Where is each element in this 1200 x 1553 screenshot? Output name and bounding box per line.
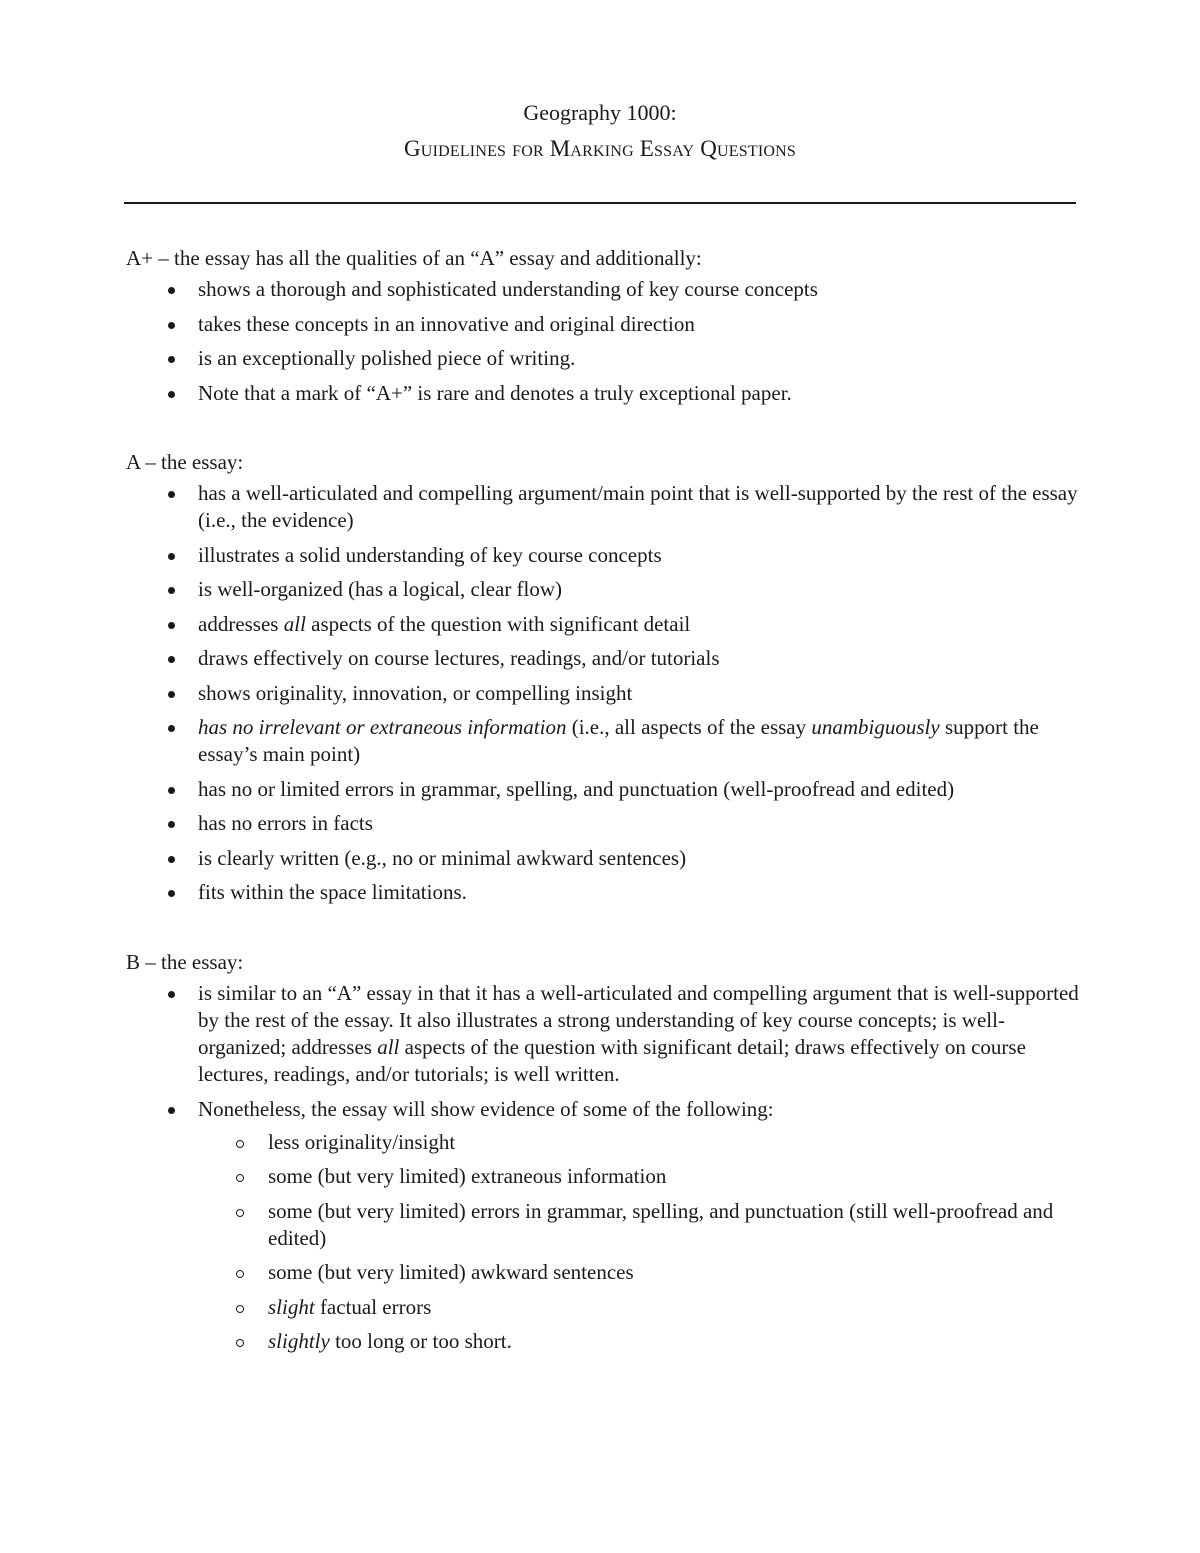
section-heading: B – the essay: [126,950,244,974]
list-item-text: has a well-articulated and compelling argument/main point that is well-supported by the rest of the essay (i.e., the evidence) [198,481,1078,532]
list-item: addresses all aspects of the question with significant detail [126,611,1086,638]
hollow-bullet-icon [236,1140,244,1148]
list-item-text: has no or limited errors in grammar, spelling, and punctuation (well-proofread and edited) [198,776,955,801]
bullet-icon [168,287,175,294]
bullet-list [126,276,1086,407]
hollow-bullet-icon [236,1209,244,1217]
list-item [126,576,1086,603]
document-title: Geography 1000: [523,100,677,125]
list-item [126,645,1086,672]
section-heading: A+ – the essay has all the qualities of an “A” essay and additionally: [126,246,702,270]
bullet-icon [168,622,175,629]
list-item [126,776,1086,803]
sub-list [198,1129,1086,1356]
bullet-icon [168,553,175,560]
list-item-text: draws effectively on course lectures, readings, and/or tutorials [198,646,720,670]
bullet-icon [168,725,175,732]
list-item-text: illustrates a solid understanding of key course concepts [198,542,662,567]
bullet-icon [168,691,175,698]
emphasis-text: has no irrelevant or extraneous information [198,715,567,739]
bullet-icon [168,491,175,498]
list-item-text: has no errors in facts [198,811,373,835]
list-item [126,480,1086,534]
section-a [126,448,1086,914]
sub-list-item: slight factual errors [198,1294,1086,1321]
list-item-text: is clearly written (e.g., no or minimal awkward sentences) [198,845,687,870]
hollow-bullet-icon [236,1270,244,1278]
title-divider [124,202,1076,204]
hollow-bullet-icon [236,1305,244,1313]
bullet-icon [168,821,175,828]
bullet-icon [168,991,175,998]
bullet-icon [168,856,175,863]
list-item [126,845,1086,872]
list-item [126,542,1086,569]
section-b [126,948,1086,1363]
bullet-icon [168,656,175,663]
document-subtitle: Guidelines for Marking Essay Questions [404,136,796,161]
list-item [126,1096,1086,1356]
sub-list-item: some (but very limited) extraneous information [198,1163,1086,1190]
list-item [126,276,1086,303]
bullet-icon [168,356,175,363]
list-item-text: is an exceptionally polished piece of writing. [198,346,576,370]
sub-list-item: some (but very limited) errors in grammar, spelling, and punctuation (still well-proofread and edited) [198,1198,1086,1252]
list-item-text: is well-organized (has a logical, clear flow) [198,577,563,601]
list-item-text: shows a thorough and sophisticated understanding of key course concepts [198,277,818,301]
bullet-icon [168,1107,175,1114]
sub-list-item: some (but very limited) awkward sentences [198,1259,1086,1286]
list-item [126,879,1086,906]
hollow-bullet-icon [236,1339,244,1347]
list-item-text: shows originality, innovation, or compelling insight [198,680,633,705]
list-item-text: takes these concepts in an innovative and original direction [198,311,695,336]
emphasis-text: all [283,611,306,636]
emphasis-text: unambiguously [811,715,940,739]
section-a-plus [126,244,1086,414]
sub-list-item: slightly too long or too short. [198,1328,1086,1355]
list-item [126,380,1086,407]
list-item-text: Nonetheless, the essay will show evidence of some of the following: [198,1096,774,1121]
bullet-list [126,480,1086,906]
bullet-icon [168,391,175,398]
list-item [126,680,1086,707]
list-item [126,810,1086,837]
bullet-list [126,980,1086,1355]
emphasis-text: all [377,1035,400,1059]
bullet-icon [168,787,175,794]
list-item [126,311,1086,338]
bullet-icon [168,890,175,897]
hollow-bullet-icon [236,1174,244,1182]
list-item: has no irrelevant or extraneous information (i.e., all aspects of the essay unambiguously support the essay’s main point) [126,714,1086,768]
list-item-text: fits within the space limitations. [198,880,467,904]
bullet-icon [168,587,175,594]
list-item: is similar to an “A” essay in that it has a well-articulated and compelling argument that is well-supported by the rest of the essay. It also illustrates a strong understanding of key course concepts; is well-organized; addresses all aspects of the question with significant detail; draws effectively on course lectures, readings, and/or tutorials; is well written. [126,980,1086,1088]
emphasis-text: slightly [268,1329,330,1353]
emphasis-text: slight [268,1294,315,1319]
section-heading: A – the essay: [126,450,244,474]
sub-list-item: less originality/insight [198,1129,1086,1156]
list-item-text: Note that a mark of “A+” is rare and denotes a truly exceptional paper. [198,380,792,405]
bullet-icon [168,322,175,329]
list-item [126,345,1086,372]
